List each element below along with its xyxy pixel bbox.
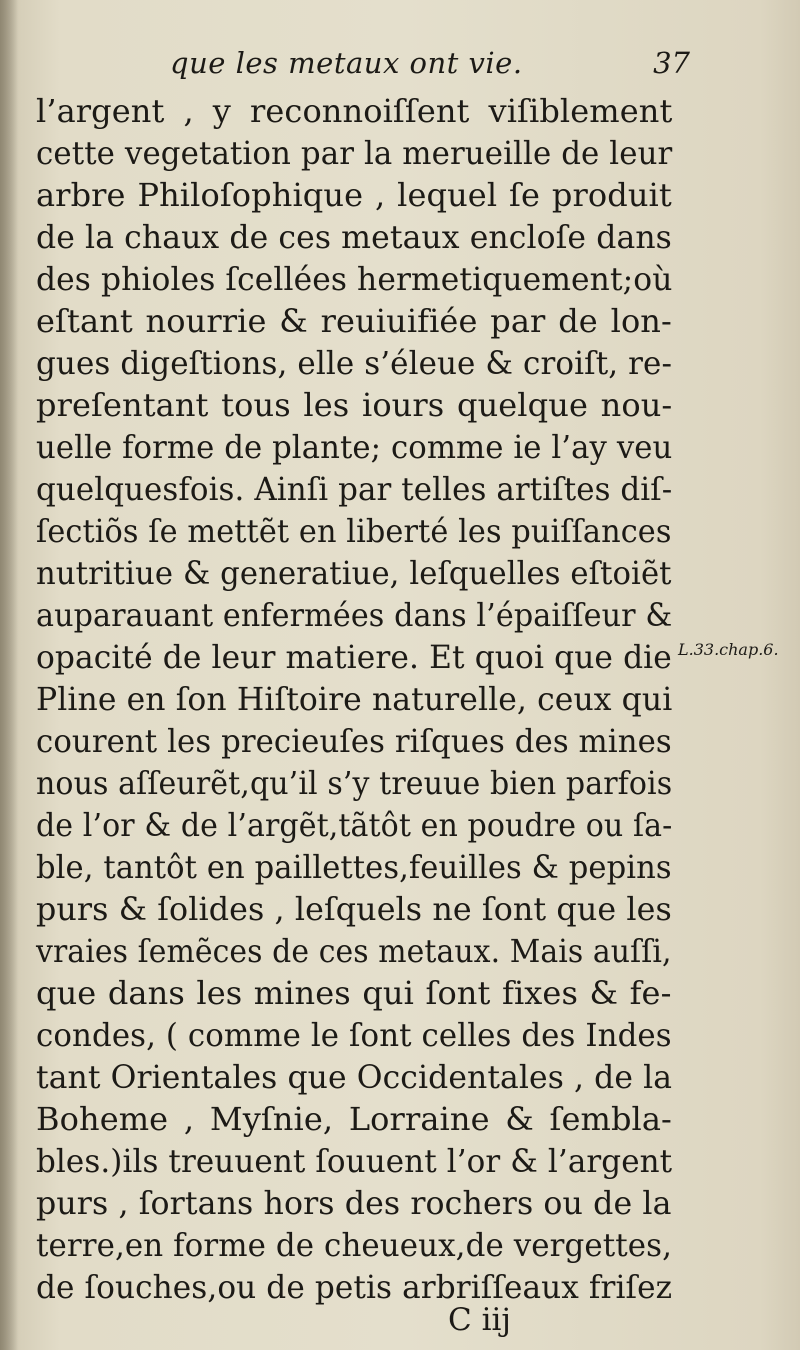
text-line: terre,en forme de cheueux,de vergettes, — [36, 1226, 673, 1264]
text-line: preſentant tous les iours quelque nou- — [36, 386, 673, 424]
text-line: cette vegetation par la merueille de leur — [36, 134, 673, 172]
body-text — [36, 90, 676, 1308]
text-line: condes, ( comme le ſont celles des Indes — [36, 1016, 672, 1054]
text-line: tant Orientales que Occidentales , de la — [36, 1058, 673, 1096]
text-line: des phioles ſcellées hermetiquement;où — [36, 260, 673, 298]
text-line: Boheme , Myſnie, Lorraine & ſembla- — [36, 1100, 672, 1138]
text-line: ble, tantôt en paillettes,feuilles & pepins — [36, 848, 672, 886]
text-line: ſectiõs ſe mettẽt en liberté les puiſſances — [36, 512, 672, 550]
text-line: quelquesfois. Ainſi par telles artiſtes diſ- — [36, 470, 673, 508]
text-line: purs , ſortans hors des rochers ou de la — [36, 1184, 672, 1222]
text-line: courent les precieuſes riſques des mines — [36, 722, 672, 760]
text-line: de ſouches,ou de petis arbriſſeaux friſez — [36, 1268, 673, 1306]
signature-mark: C iij — [448, 1302, 512, 1338]
text-line: bles.)ils treuuent ſouuent l’or & l’argent — [36, 1142, 673, 1180]
text-line: vraies ſemẽces de ces metaux. Mais auſſi, — [36, 932, 672, 970]
text-line: de l’or & de l’argẽt,tãtôt en poudre ou ſa- — [36, 806, 673, 844]
text-line: nous aſſeurẽt,qu’il s’y treuue bien parfois — [36, 764, 673, 802]
margin-note: L.33.chap.6. — [678, 640, 779, 659]
text-line: l’argent , y reconnoiſſent viſiblement — [36, 92, 673, 130]
text-line: purs & ſolides , leſquels ne ſont que les — [36, 890, 672, 928]
gutter-shadow — [0, 0, 18, 1350]
text-line: nutritiue & generatiue, leſquelles eſtoiẽt — [36, 554, 672, 592]
text-line: Pline en ſon Hiſtoire naturelle, ceux qui — [36, 680, 673, 718]
text-line: opacité de leur matiere. Et quoi que die — [36, 638, 672, 676]
text-line: de la chaux de ces metaux encloſe dans — [36, 218, 672, 256]
page-number: 37 — [653, 46, 690, 80]
running-title: que les metaux ont vie. — [170, 46, 523, 80]
text-line: gues digeſtions, elle s’éleue & croiſt, re- — [36, 344, 673, 382]
text-line: arbre Philoſophique , lequel ſe produit — [36, 176, 672, 214]
text-line: auparauant enfermées dans l’épaiſſeur & — [36, 596, 673, 634]
text-line: que dans les mines qui ſont fixes & fe- — [36, 974, 672, 1012]
text-line: uelle forme de plante; comme ie l’ay veu — [36, 428, 673, 466]
running-head — [170, 46, 690, 86]
text-line: eſtant nourrie & reuiuifiée par de lon- — [36, 302, 672, 340]
